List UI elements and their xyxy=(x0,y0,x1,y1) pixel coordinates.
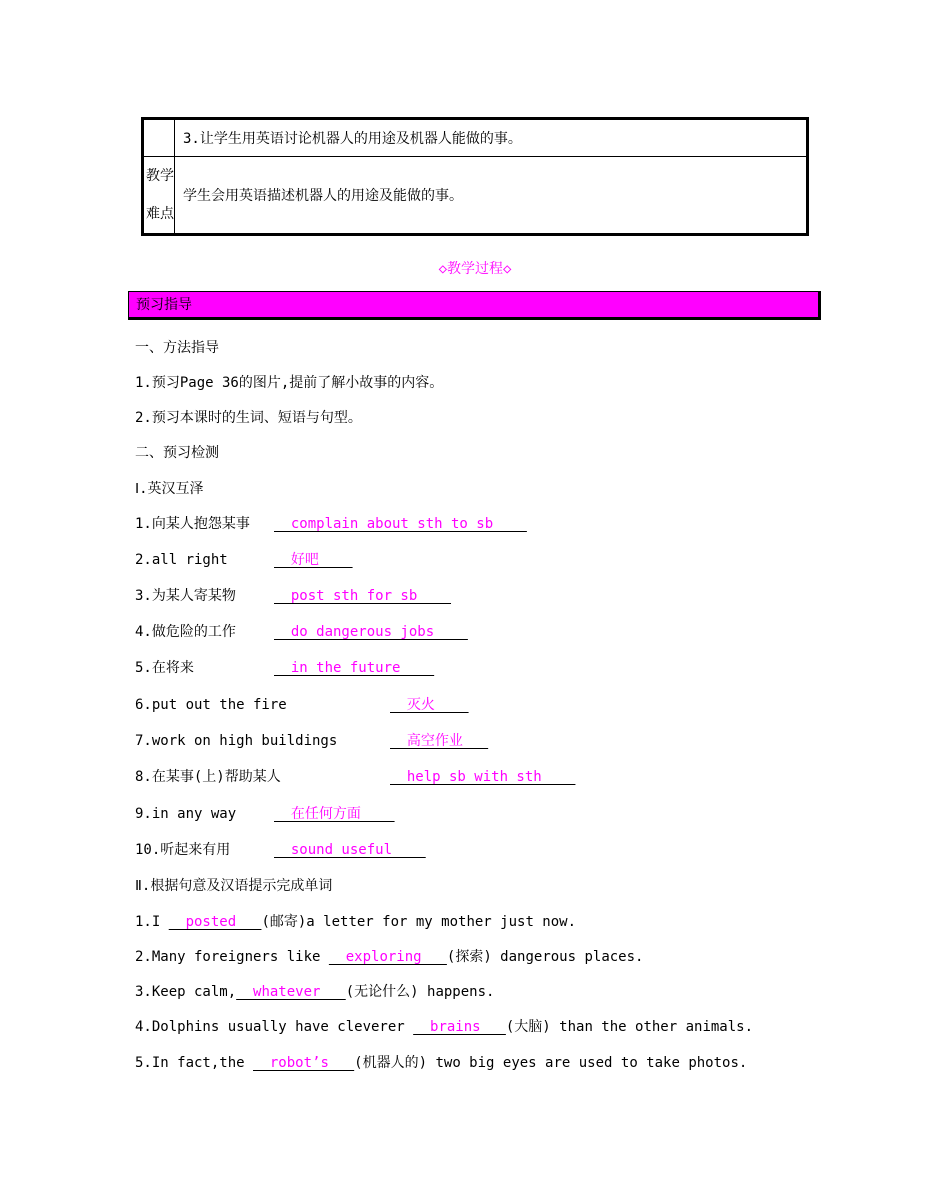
answer-field xyxy=(274,841,426,859)
prompt: 4.做危险的工作 xyxy=(135,624,236,640)
answer-text: 灭火 xyxy=(390,697,469,713)
objectives-table xyxy=(141,117,809,236)
part2-heading: Ⅱ.根据句意及汉语提示完成单词 xyxy=(135,878,333,894)
sentence-end: (无论什么) happens. xyxy=(345,984,495,1000)
sentence-end: (大脑) than the other animals. xyxy=(505,1019,754,1035)
check-heading: 二、预习检测 xyxy=(135,445,219,461)
method-item: 2.预习本课时的生词、短语与句型。 xyxy=(135,410,362,426)
sentence-start: 4.Dolphins usually have cleverer xyxy=(135,1019,414,1035)
label-line: 教学 xyxy=(146,168,174,184)
prompt: 1.向某人抱怨某事 xyxy=(135,516,250,532)
preview-guide-bar: 预习指导 xyxy=(128,291,821,320)
process-title: ◇教学过程◇ xyxy=(438,261,512,277)
prompt: 10.听起来有用 xyxy=(135,842,231,858)
prompt: 9.in any way xyxy=(135,806,237,822)
answer-text: 好吧 xyxy=(274,552,353,568)
answer-field xyxy=(274,587,451,605)
part1-item xyxy=(135,841,230,859)
answer-text: sound useful xyxy=(274,842,426,858)
sentence-end: (机器人的) two big eyes are used to take photos. xyxy=(354,1055,748,1071)
prompt: 3.为某人寄某物 xyxy=(135,588,236,604)
prompt: 2.all right xyxy=(135,552,228,568)
part1-item xyxy=(135,732,337,750)
answer-text: do dangerous jobs xyxy=(274,624,468,640)
label-line: 难点 xyxy=(146,206,174,222)
answer-field xyxy=(274,805,395,823)
answer-text: posted xyxy=(168,914,262,930)
part2-item xyxy=(135,913,576,931)
answer-text: 高空作业 xyxy=(390,733,489,749)
table-label-cell xyxy=(143,119,175,157)
answer-text: brains xyxy=(413,1019,506,1035)
answer-text: robot’s xyxy=(253,1055,355,1071)
sentence-start: 5.In fact,the xyxy=(135,1055,254,1071)
answer-field xyxy=(274,515,527,533)
table-content-cell: 学生会用英语描述机器人的用途及能做的事。 xyxy=(175,157,808,235)
answer-text: help sb with sth xyxy=(390,769,576,785)
prompt: 8.在某事(上)帮助某人 xyxy=(135,769,281,785)
part1-item xyxy=(135,551,228,569)
prompt: 5.在将来 xyxy=(135,660,194,676)
answer-field xyxy=(390,732,488,750)
sentence-start: 2.Many foreigners like xyxy=(135,949,329,965)
part2-item xyxy=(135,1054,747,1072)
part2-item xyxy=(135,983,494,1001)
part1-heading: Ⅰ.英汉互泽 xyxy=(135,481,204,497)
part1-item xyxy=(135,696,287,714)
answer-field xyxy=(274,551,353,569)
answer-field xyxy=(274,659,434,677)
part2-item xyxy=(135,948,643,966)
part1-item xyxy=(135,587,236,605)
sentence-start: 1.I xyxy=(135,914,169,930)
part1-item xyxy=(135,659,194,677)
part1-item xyxy=(135,805,236,823)
answer-text: complain about sth to sb xyxy=(274,516,527,532)
prompt: 6.put out the fire xyxy=(135,697,287,713)
sentence-end: (邮寄)a letter for my mother just now. xyxy=(261,914,577,930)
answer-text: whatever xyxy=(236,984,346,1000)
answer-text: exploring xyxy=(328,949,447,965)
method-item: 1.预习Page 36的图片,提前了解小故事的内容。 xyxy=(135,375,444,391)
method-heading: 一、方法指导 xyxy=(135,340,219,356)
part1-item xyxy=(135,623,236,641)
answer-text: 在任何方面 xyxy=(274,806,395,822)
part2-item xyxy=(135,1018,753,1036)
table-content-cell: 3.让学生用英语讨论机器人的用途及机器人能做的事。 xyxy=(175,119,808,157)
sentence-start: 3.Keep calm, xyxy=(135,984,237,1000)
sentence-end: (探索) dangerous places. xyxy=(446,949,644,965)
part1-item xyxy=(135,515,250,533)
part1-item xyxy=(135,768,281,786)
prompt: 7.work on high buildings xyxy=(135,733,338,749)
answer-field xyxy=(390,696,469,714)
answer-field xyxy=(274,623,468,641)
answer-text: in the future xyxy=(274,660,435,676)
answer-field xyxy=(390,768,575,786)
table-label-cell-difficulty xyxy=(143,157,175,235)
answer-text: post sth for sb xyxy=(274,588,452,604)
